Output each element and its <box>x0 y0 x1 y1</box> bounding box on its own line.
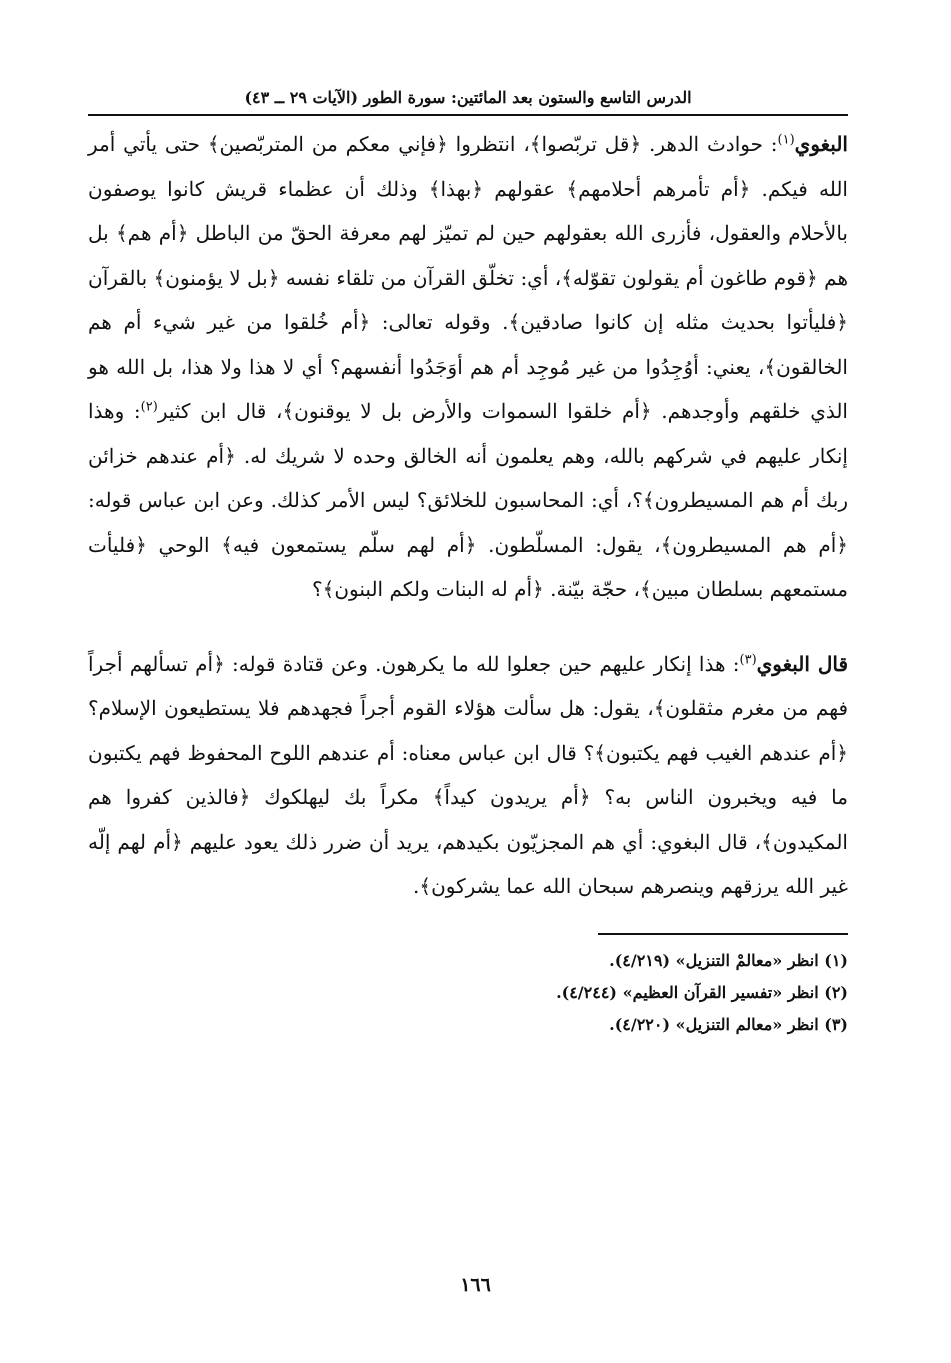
paragraph-lead: قال البغوي <box>756 651 849 676</box>
running-header: الدرس التاسع والستون بعد المائتين: سورة الطور (الآيات ٢٩ ــ ٤٣) <box>244 88 692 107</box>
footnote-reference-3: (٣) <box>739 651 757 667</box>
footnote-3: (٣) انظر «معالم التنزيل» (٤/٢٢٠). <box>609 1014 848 1034</box>
footnote-reference-1: (١) <box>777 132 795 148</box>
document-page <box>88 86 848 1041</box>
body-paragraph-1 <box>88 122 848 612</box>
paragraph-text-continued: : وهذا إنكار عليهم في شركهم بالله، وهم يعلمون أنه الخالق وحده لا شريك له. ﴿أم عندهم خزائن ربك أم هم المسيطرون﴾؟، أي: المحاسبون للخلائق؟ ليس الأمر كذلك. وعن ابن عباس قوله: ﴿أم هم المسيطرون﴾، يقول: المسلّطون. ﴿أم لهم سلّم يستمعون فيه﴾ الوحي ﴿فليأت مستمعهم بسلطان مبين﴾، حجّة بيّنة. ﴿أم له البنات ولكم البنون﴾؟ <box>88 399 849 601</box>
header-divider <box>88 114 848 116</box>
paragraph-text: : هذا إنكار عليهم حين جعلوا لله ما يكرهون. وعن قتادة قوله: ﴿أم تسألهم أجراً فهم من مغرم مثقلون﴾، يقول: هل سألت هؤلاء القوم أجراً فجهدهم فلا يستطيعون الإسلام؟ ﴿أم عندهم الغيب فهم يكتبون﴾؟ قال ابن عباس معناه: أم عندهم اللوح المحفوظ فهم يكتبون ما فيه ويخبرون الناس به؟ ﴿أم يريدون كيداً﴾ مكراً بك ليهلكوك ﴿فالذين كفروا هم المكيدون﴾، قال البغوي: أي هم المجزيّون بكيدهم، يريد أن ضرر ذلك يعود عليهم ﴿أم لهم إلّه غير الله يرزقهم وينصرهم سبحان الله عما يشركون﴾. <box>88 651 848 898</box>
paragraph-lead: البغوي <box>794 132 848 156</box>
paragraph-text: : حوادث الدهر. ﴿قل تربّصوا﴾، انتظروا ﴿فإني معكم من المتربّصين﴾ حتى يأتي أمر الله فيكم. ﴿أم تأمرهم أحلامهم﴾ عقولهم ﴿بهذا﴾ وذلك أن عظماء قريش كانوا يوصفون بالأحلام والعقول، فأزرى الله بعقولهم حين لم تميّز لهم معرفة الحقّ من الباطل ﴿أم هم﴾ بل هم ﴿قوم طاغون أم يقولون تقوّله﴾، أي: تخلّق القرآن من تلقاء نفسه ﴿بل لا يؤمنون﴾ بالقرآن ﴿فليأتوا بحديث مثله إن كانوا صادقين﴾. وقوله تعالى: ﴿أم خُلقوا من غير شيء أم هم الخالقون﴾، يعني: أوُجِدُوا من غير مُوجِد أم هم أوَجَدُوا أنفسهم؟ أي لا هذا ولا هذا، بل الله هو الذي خلقهم وأوجدهم. ﴿أم خلقوا السموات والأرض بل لا يوقنون﴾، قال ابن كثير <box>88 132 848 423</box>
footnote-reference-2: (٢) <box>140 399 158 415</box>
footnote-divider <box>598 933 848 935</box>
page-number: ١٦٦ <box>460 1274 491 1296</box>
body-paragraph-2 <box>88 642 848 909</box>
footnote-1: (١) انظر «معالمْ التنزيل» (٤/٢١٩). <box>609 950 848 970</box>
footnote-2: (٢) انظر «تفسير القرآن العظيم» (٤/٢٤٤). <box>556 982 848 1002</box>
